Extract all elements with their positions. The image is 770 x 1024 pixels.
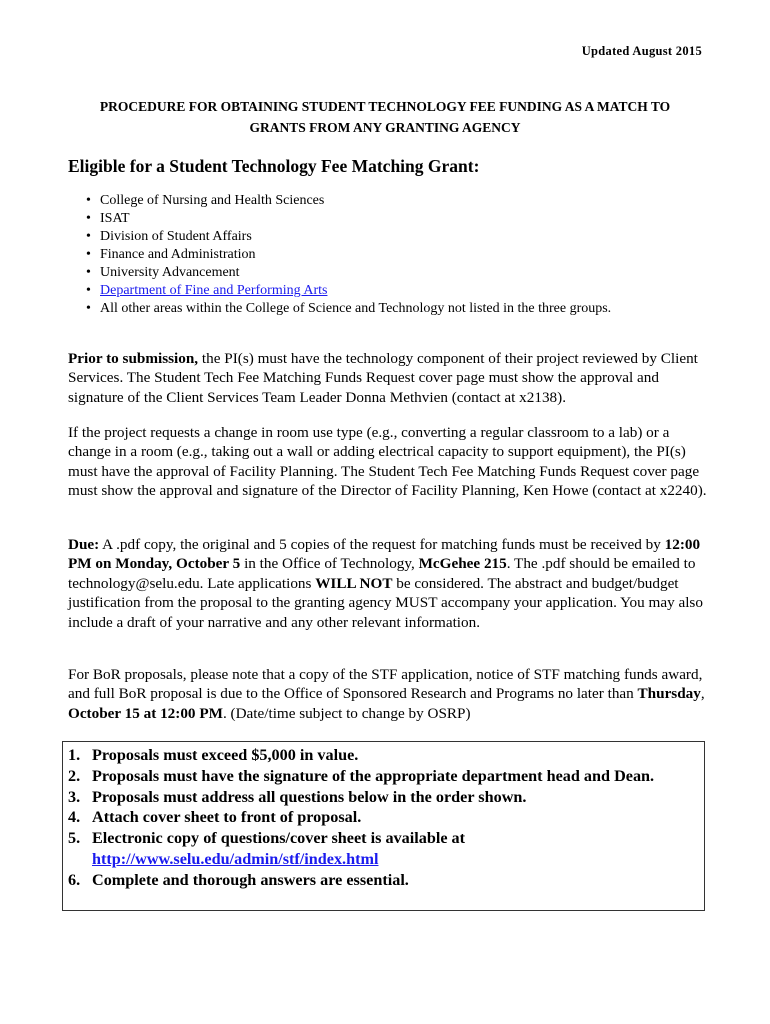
due-will-not: WILL NOT xyxy=(315,574,393,592)
item-text: Electronic copy of questions/cover sheet is available at xyxy=(92,829,466,848)
due-paragraph xyxy=(68,535,708,632)
bullet-icon: • xyxy=(86,211,91,226)
list-item xyxy=(68,870,696,891)
bullet-icon: • xyxy=(86,193,91,208)
eligible-list xyxy=(86,192,611,318)
bullet-icon: • xyxy=(86,283,91,298)
list-item xyxy=(68,828,696,870)
list-item xyxy=(86,210,611,228)
list-item xyxy=(86,282,611,300)
list-item xyxy=(86,192,611,210)
item-number: 6. xyxy=(68,870,81,889)
prior-submission-paragraph xyxy=(68,349,708,407)
due-deadline: 12:00 PM on Monday, October 5 xyxy=(68,536,701,573)
bor-time: October 15 at 12:00 PM xyxy=(68,704,223,722)
document-title xyxy=(62,96,708,138)
item-number: 4. xyxy=(68,808,81,827)
list-item-label: All other areas within the College of Science and Technology not listed in the three groups. xyxy=(100,301,612,316)
bor-text-3: . (Date/time subject to change by OSRP) xyxy=(222,704,471,722)
bullet-icon: • xyxy=(86,301,91,316)
prior-text: the PI(s) must have the technology component of their project reviewed by Client Services. The Student Tech Fee Matching Funds Request cover page must show the approval and signature of the Client Services Team Leader Donna Methvien (contact at x2138). xyxy=(68,350,698,406)
list-item-label: Finance and Administration xyxy=(100,247,256,262)
list-item xyxy=(86,246,611,264)
bor-paragraph xyxy=(68,665,708,723)
fine-arts-link[interactable]: Department of Fine and Performing Arts xyxy=(100,283,328,298)
bullet-icon: • xyxy=(86,265,91,280)
bor-text-1: For BoR proposals, please note that a copy of the STF application, notice of STF matching funds award, and full BoR proposal is due to the Office of Sponsored Research and Programs no later than xyxy=(68,666,703,703)
due-label: Due: xyxy=(68,536,100,553)
list-item xyxy=(68,807,696,828)
prior-lead: Prior to submission, xyxy=(68,350,199,367)
bor-day: Thursday xyxy=(637,685,701,703)
list-item xyxy=(86,228,611,246)
item-text: Proposals must address all questions below in the order shown. xyxy=(92,787,527,806)
stf-url-link[interactable]: http://www.selu.edu/admin/stf/index.html xyxy=(92,849,379,868)
list-item-label: Division of Student Affairs xyxy=(100,229,252,244)
due-text-1: A .pdf copy, the original and 5 copies of the request for matching funds must be received by xyxy=(99,536,665,553)
list-item xyxy=(68,787,696,808)
item-text: Proposals must have the signature of the appropriate department head and Dean. xyxy=(92,766,655,785)
list-item xyxy=(86,264,611,282)
requirements-list xyxy=(68,745,696,891)
item-number: 5. xyxy=(68,829,81,848)
title-line-1: PROCEDURE FOR OBTAINING STUDENT TECHNOLOGY FEE FUNDING AS A MATCH TO xyxy=(99,99,671,114)
bor-text-2: , xyxy=(700,685,705,703)
room-change-paragraph xyxy=(68,423,708,501)
due-text-2: in the Office of Technology, xyxy=(240,555,419,573)
item-number: 3. xyxy=(68,787,81,806)
list-item xyxy=(86,300,611,318)
updated-date: Updated August 2015 xyxy=(581,44,702,58)
list-item-label: College of Nursing and Health Sciences xyxy=(100,193,325,208)
bullet-icon: • xyxy=(86,247,91,262)
due-text-4: be considered. The abstract and budget/budget justification from the proposal to the granting agency MUST accompany your application. You may also include a draft of your narrative and any other relevant information. xyxy=(68,574,703,631)
title-line-2: GRANTS FROM ANY GRANTING AGENCY xyxy=(249,120,521,135)
item-text: Attach cover sheet to front of proposal. xyxy=(92,808,362,827)
item-number: 1. xyxy=(68,746,81,764)
list-item-label: University Advancement xyxy=(100,265,240,280)
bullet-icon: • xyxy=(86,229,91,244)
list-item-label: ISAT xyxy=(100,211,130,226)
item-number: 2. xyxy=(68,766,81,785)
room-text: If the project requests a change in room use type (e.g., converting a regular classroom to a lab) or a change in a room (e.g., taking out a wall or adding electrical capacity to support equipment), the PI(s) must have the approval of Facility Planning. The Student Tech Fee Matching Funds Request cover page must show the approval and signature of the Director of Facility Planning, Ken Howe (contact at x2240). xyxy=(68,424,707,500)
list-item xyxy=(68,745,696,766)
due-location: McGehee 215 xyxy=(418,555,507,573)
eligible-heading: Eligible for a Student Technology Fee Matching Grant: xyxy=(68,156,480,176)
due-text-3: . The .pdf should be emailed to technology@selu.edu. Late applications xyxy=(68,555,696,592)
item-text: Proposals must exceed $5,000 in value. xyxy=(92,746,359,764)
list-item xyxy=(68,766,696,787)
item-text: Complete and thorough answers are essential. xyxy=(92,870,409,889)
requirements-box xyxy=(62,741,705,911)
